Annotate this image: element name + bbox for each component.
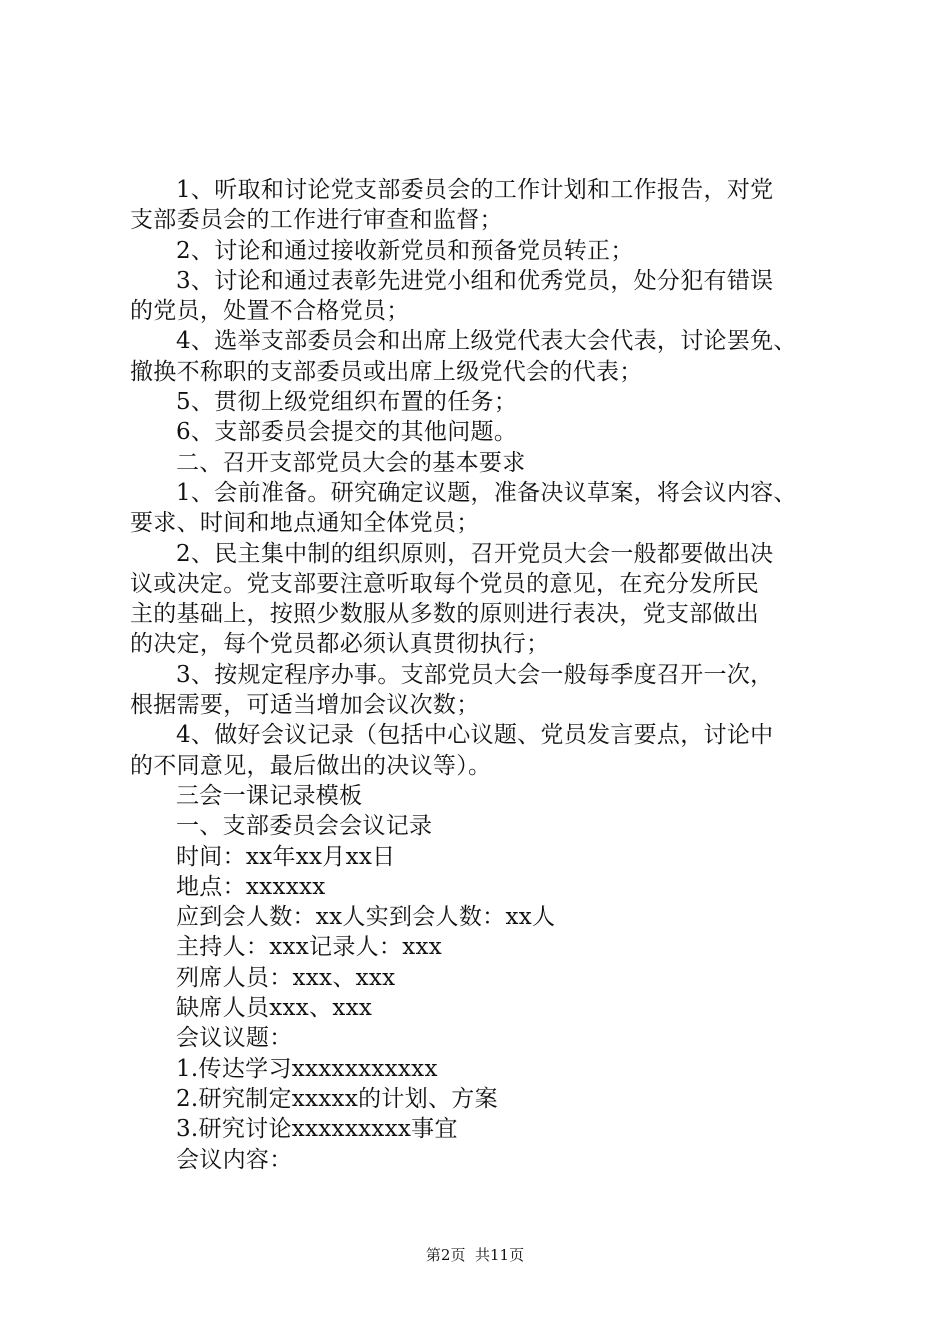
text-line: 2.研究制定xxxxx的计划、方案 (176, 1085, 498, 1112)
text-line: 议或决定。党支部要注意听取每个党员的意见，在充分发所民 (130, 570, 760, 597)
text-line: 3、讨论和通过表彰先进党小组和优秀党员，处分犯有错误 (176, 267, 774, 294)
text-line: 应到会人数：xx人实到会人数：xx人 (176, 904, 556, 931)
text-line: 5、贯彻上级党组织布置的任务； (176, 389, 518, 416)
text-line: 2、讨论和通过接收新党员和预备党员转正； (176, 237, 634, 264)
text-line: 列席人员：xxx、xxx (176, 964, 396, 991)
text-line: 一、支部委员会会议记录 (176, 813, 433, 840)
page-footer: 第2页 共11页 (425, 1246, 525, 1264)
text-line: 撤换不称职的支部委员或出席上级党代会的代表； (130, 358, 643, 385)
text-line: 时间：xx年xx月xx日 (176, 843, 396, 870)
text-line: 要求、时间和地点通知全体党员； (130, 510, 480, 537)
text-line: 1、听取和讨论党支部委员会的工作计划和工作报告，对党 (176, 177, 774, 203)
text-line: 会议内容： (176, 1146, 293, 1173)
text-line: 3、按规定程序办事。支部党员大会一般每季度召开一次， (176, 661, 774, 688)
text-line: 1.传达学习xxxxxxxxxxx (176, 1055, 438, 1082)
text-line: 的不同意见，最后做出的决议等）。 (130, 752, 492, 779)
text-line: 二、召开支部党员大会的基本要求 (176, 449, 526, 476)
text-line: 4、做好会议记录（包括中心议题、党员发言要点，讨论中 (176, 722, 774, 749)
text-line: 6、支部委员会提交的其他问题。 (176, 419, 518, 446)
text-line: 支部委员会的工作进行审查和监督； (130, 207, 503, 234)
text-line: 地点：xxxxxx (176, 873, 326, 900)
text-line: 缺席人员xxx、xxx (176, 995, 373, 1022)
text-line: 3.研究讨论xxxxxxxxx事宜 (176, 1116, 458, 1143)
text-line: 三会一课记录模板 (176, 782, 363, 809)
text-line: 2、民主集中制的组织原则，召开党员大会一般都要做出决 (176, 540, 774, 567)
text-line: 4、选举支部委员会和出席上级党代表大会代表，讨论罢免、 (176, 328, 797, 355)
text-line: 根据需要，可适当增加会议次数； (130, 692, 480, 719)
text-line: 主持人：xxx记录人：xxx (176, 934, 443, 961)
document-body (130, 175, 830, 1175)
text-line: 会议议题： (176, 1025, 293, 1052)
text-line: 的决定，每个党员都必须认真贯彻执行； (130, 631, 550, 658)
text-line: 的党员，处置不合格党员； (130, 298, 410, 325)
text-line: 1、会前准备。研究确定议题，准备决议草案，将会议内容、 (176, 479, 797, 506)
text-line: 主的基础上，按照少数服从多数的原则进行表决，党支部做出 (130, 601, 760, 628)
